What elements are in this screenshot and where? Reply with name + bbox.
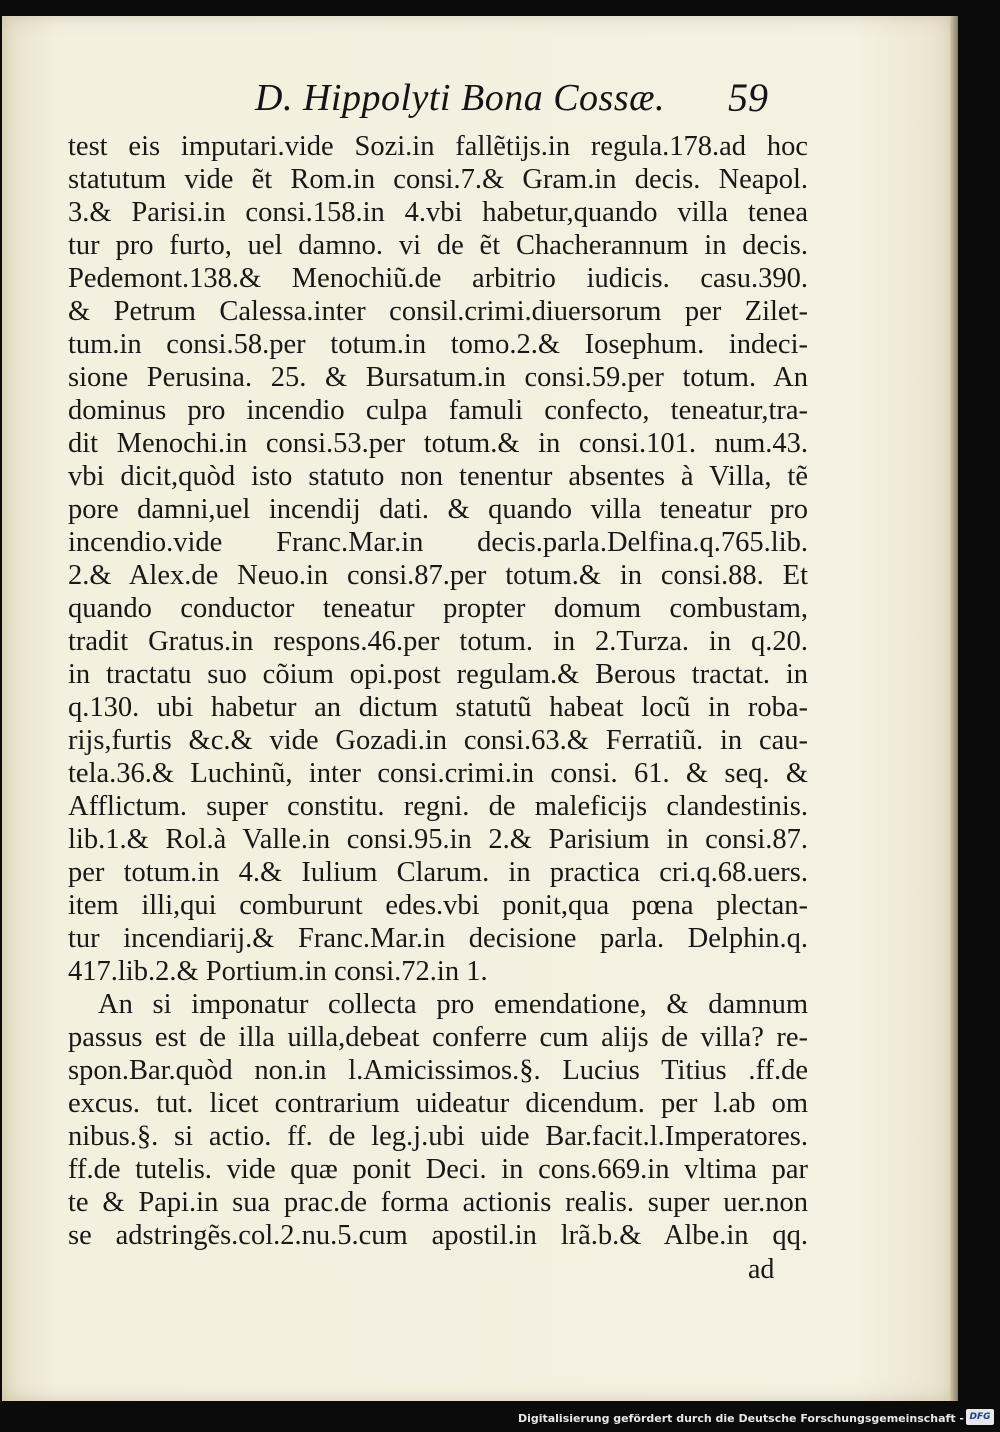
text-line: tur pro furto, uel damno. vi de ẽt Chacherannum in decis. — [68, 230, 808, 261]
digitization-credit: Digitalisierung gefördert durch die Deutsche Forschungsgemeinschaft - — [517, 1412, 964, 1425]
text-line: spon.Bar.quòd non.in l.Amicissimos.§. Lucius Titius .ff.de — [68, 1055, 808, 1086]
text-line: Afflictum. super constitu. regni. de maleficijs clandestinis. — [68, 791, 808, 822]
page-number: 59 — [728, 75, 768, 120]
text-line: test eis imputari.vide Sozi.in fallẽtijs.in regula.178.ad hoc — [68, 131, 808, 162]
text-line: in tractatu suo cõium opi.post regulam.& Berous tractat. in — [68, 659, 808, 690]
dfg-logo-text: DFG — [969, 1412, 991, 1422]
text-line: passus est de illa uilla,debeat conferre cum alijs de villa? re- — [68, 1022, 808, 1053]
text-line: incendio.vide Franc.Mar.in decis.parla.Delfina.q.765.lib. — [68, 527, 808, 558]
text-line: rijs,furtis &c.& vide Gozadi.in consi.63.& Ferratiũ. in cau- — [68, 725, 808, 756]
text-line: 417.lib.2.& Portium.in consi.72.in 1. — [68, 956, 488, 987]
text-line: se adstringẽs.col.2.nu.5.cum apostil.in lrã.b.& Albe.in qq. — [68, 1220, 808, 1251]
body-text — [68, 130, 808, 1252]
text-line: Pedemont.138.& Menochiũ.de arbitrio iudicis. casu.390. — [68, 263, 808, 294]
catchword: ad — [748, 1254, 775, 1285]
text-line: quando conductor teneatur propter domum combustam, — [68, 593, 808, 624]
text-line: lib.1.& Rol.à Valle.in consi.95.in 2.& Parisium in consi.87. — [68, 824, 808, 855]
text-line: sione Perusina. 25. & Bursatum.in consi.59.per totum. An — [68, 362, 808, 393]
text-line: pore damni,uel incendij dati. & quando villa teneatur pro — [68, 494, 808, 525]
text-line: q.130. ubi habetur an dictum statutũ habeat locũ in roba- — [68, 692, 808, 723]
text-line: tradit Gratus.in respons.46.per totum. in 2.Turza. in q.20. — [68, 626, 808, 657]
text-line: tela.36.& Luchinũ, inter consi.crimi.in consi. 61. & seq. & — [68, 758, 808, 789]
text-line: 3.& Parisi.in consi.158.in 4.vbi habetur,quando villa tenea — [68, 197, 808, 228]
text-line: & Petrum Calessa.inter consil.crimi.diuersorum per Zilet- — [68, 296, 808, 327]
text-line: ff.de tutelis. vide quæ ponit Deci. in cons.669.in vltima par — [68, 1154, 808, 1185]
text-line: excus. tut. licet contrarium uideatur dicendum. per l.ab om — [68, 1088, 808, 1119]
text-line: dit Menochi.in consi.53.per totum.& in consi.101. num.43. — [68, 428, 808, 459]
text-line: tur incendiarij.& Franc.Mar.in decisione parla. Delphin.q. — [68, 923, 808, 954]
text-line: item illi,qui comburunt edes.vbi ponit,qua pœna plectan- — [68, 890, 808, 921]
text-line: statutum vide ẽt Rom.in consi.7.& Gram.in decis. Neapol. — [68, 164, 808, 195]
text-line: te & Papi.in sua prac.de forma actionis realis. super uer.non — [68, 1187, 808, 1218]
running-head: D. Hippolyti Bona Cossæ. — [255, 77, 665, 119]
text-line: vbi dicit,quòd isto statuto non tenentur absentes à Villa, tẽ — [68, 461, 808, 492]
text-line: dominus pro incendio culpa famuli confecto, teneatur,tra- — [68, 395, 808, 426]
paragraph-first-line: An si imponatur collecta pro emendatione, & damnum — [98, 989, 808, 1020]
text-line: per totum.in 4.& Iulium Clarum. in practica cri.q.68.uers. — [68, 857, 808, 888]
text-line: tum.in consi.58.per totum.in tomo.2.& Iosephum. indeci- — [68, 329, 808, 360]
text-line: nibus.§. si actio. ff. de leg.j.ubi uide Bar.facit.l.Imperatores. — [68, 1121, 808, 1152]
dfg-logo — [966, 1409, 994, 1425]
page-spine-edge — [950, 16, 958, 1401]
text-line: 2.& Alex.de Neuo.in consi.87.per totum.& in consi.88. Et — [68, 560, 808, 591]
